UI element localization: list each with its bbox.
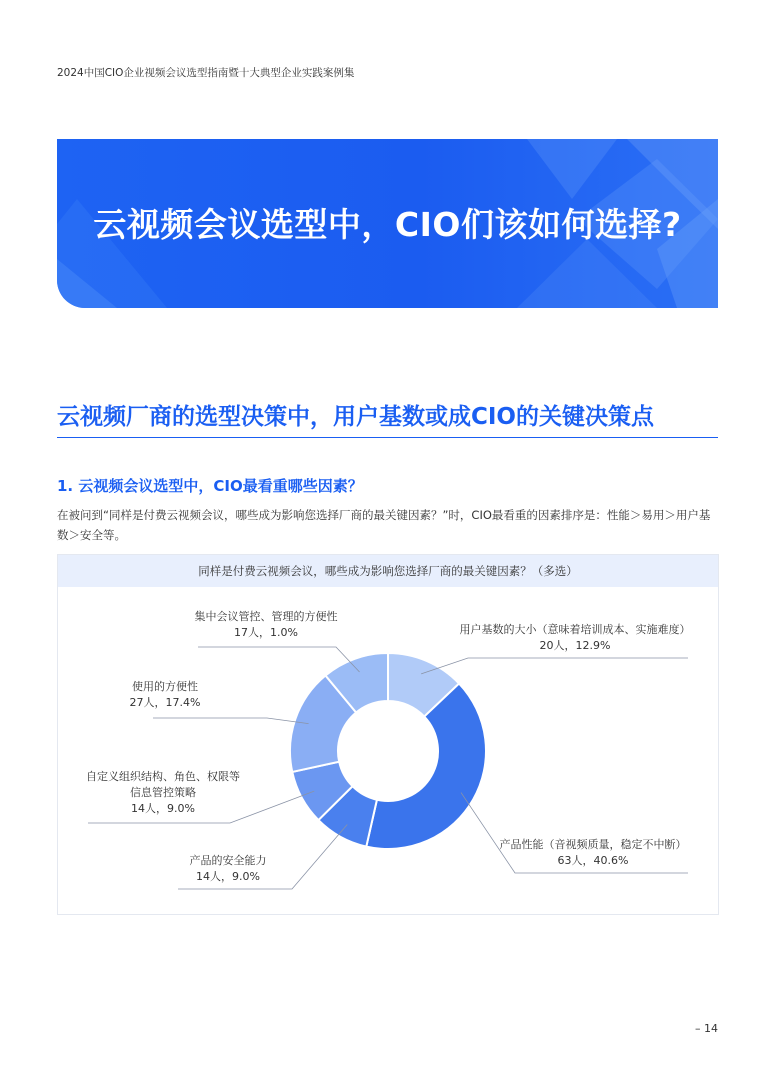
- donut-chart-panel: [57, 554, 719, 915]
- banner: [57, 139, 718, 308]
- section-title: 云视频厂商的选型决策中，用户基数或成CIO的关键决策点: [57, 404, 654, 430]
- label-performance-name: 产品性能（音视频质量，稳定不中断）: [499, 838, 687, 851]
- label-management-name: 集中会议管控、管理的方便性: [194, 610, 338, 623]
- question-title: 1. 云视频会议选型中，CIO最看重哪些因素？: [57, 477, 363, 495]
- label-security-value: 14人，9.0%: [196, 870, 260, 883]
- section-divider: [57, 437, 718, 438]
- label-management: [166, 609, 366, 641]
- label-userbase-value: 20人，12.9%: [539, 639, 611, 652]
- running-header: 2024中国CIO企业视频会议选型指南暨十大典型企业实践案例集: [57, 67, 355, 79]
- label-security-name: 产品的安全能力: [189, 854, 267, 867]
- page-number: – 14: [695, 1022, 718, 1035]
- label-security: [168, 853, 288, 885]
- leader-line-userbase: [421, 658, 688, 674]
- label-userbase: [450, 622, 700, 654]
- label-ease: [110, 679, 220, 711]
- label-performance-value: 63人，40.6%: [557, 854, 629, 867]
- banner-title: 云视频会议选型中，CIO们该如何选择?: [93, 205, 682, 244]
- label-ease-value: 27人，17.4%: [129, 696, 201, 709]
- label-custom-value: 14人，9.0%: [131, 802, 195, 815]
- question-body: 在被问到“同样是付费云视频会议，哪些成为影响您选择厂商的最关键因素？”时，CIO最看重的因素排序是：性能＞易用＞用户基数＞安全等。: [57, 508, 711, 542]
- label-userbase-name: 用户基数的大小（意味着培训成本、实施难度）: [459, 623, 691, 636]
- label-performance: [478, 837, 708, 869]
- label-ease-name: 使用的方便性: [132, 680, 198, 693]
- leader-line-ease: [153, 718, 309, 724]
- label-custom: [73, 769, 253, 817]
- label-management-value: 17人，1.0%: [234, 626, 298, 639]
- chart-title: 同样是付费云视频会议，哪些成为影响您选择厂商的最关键因素？（多选）: [58, 555, 718, 587]
- label-custom-name-2: 信息管控策略: [130, 786, 196, 799]
- label-custom-name-1: 自定义组织结构、角色、权限等: [86, 770, 240, 783]
